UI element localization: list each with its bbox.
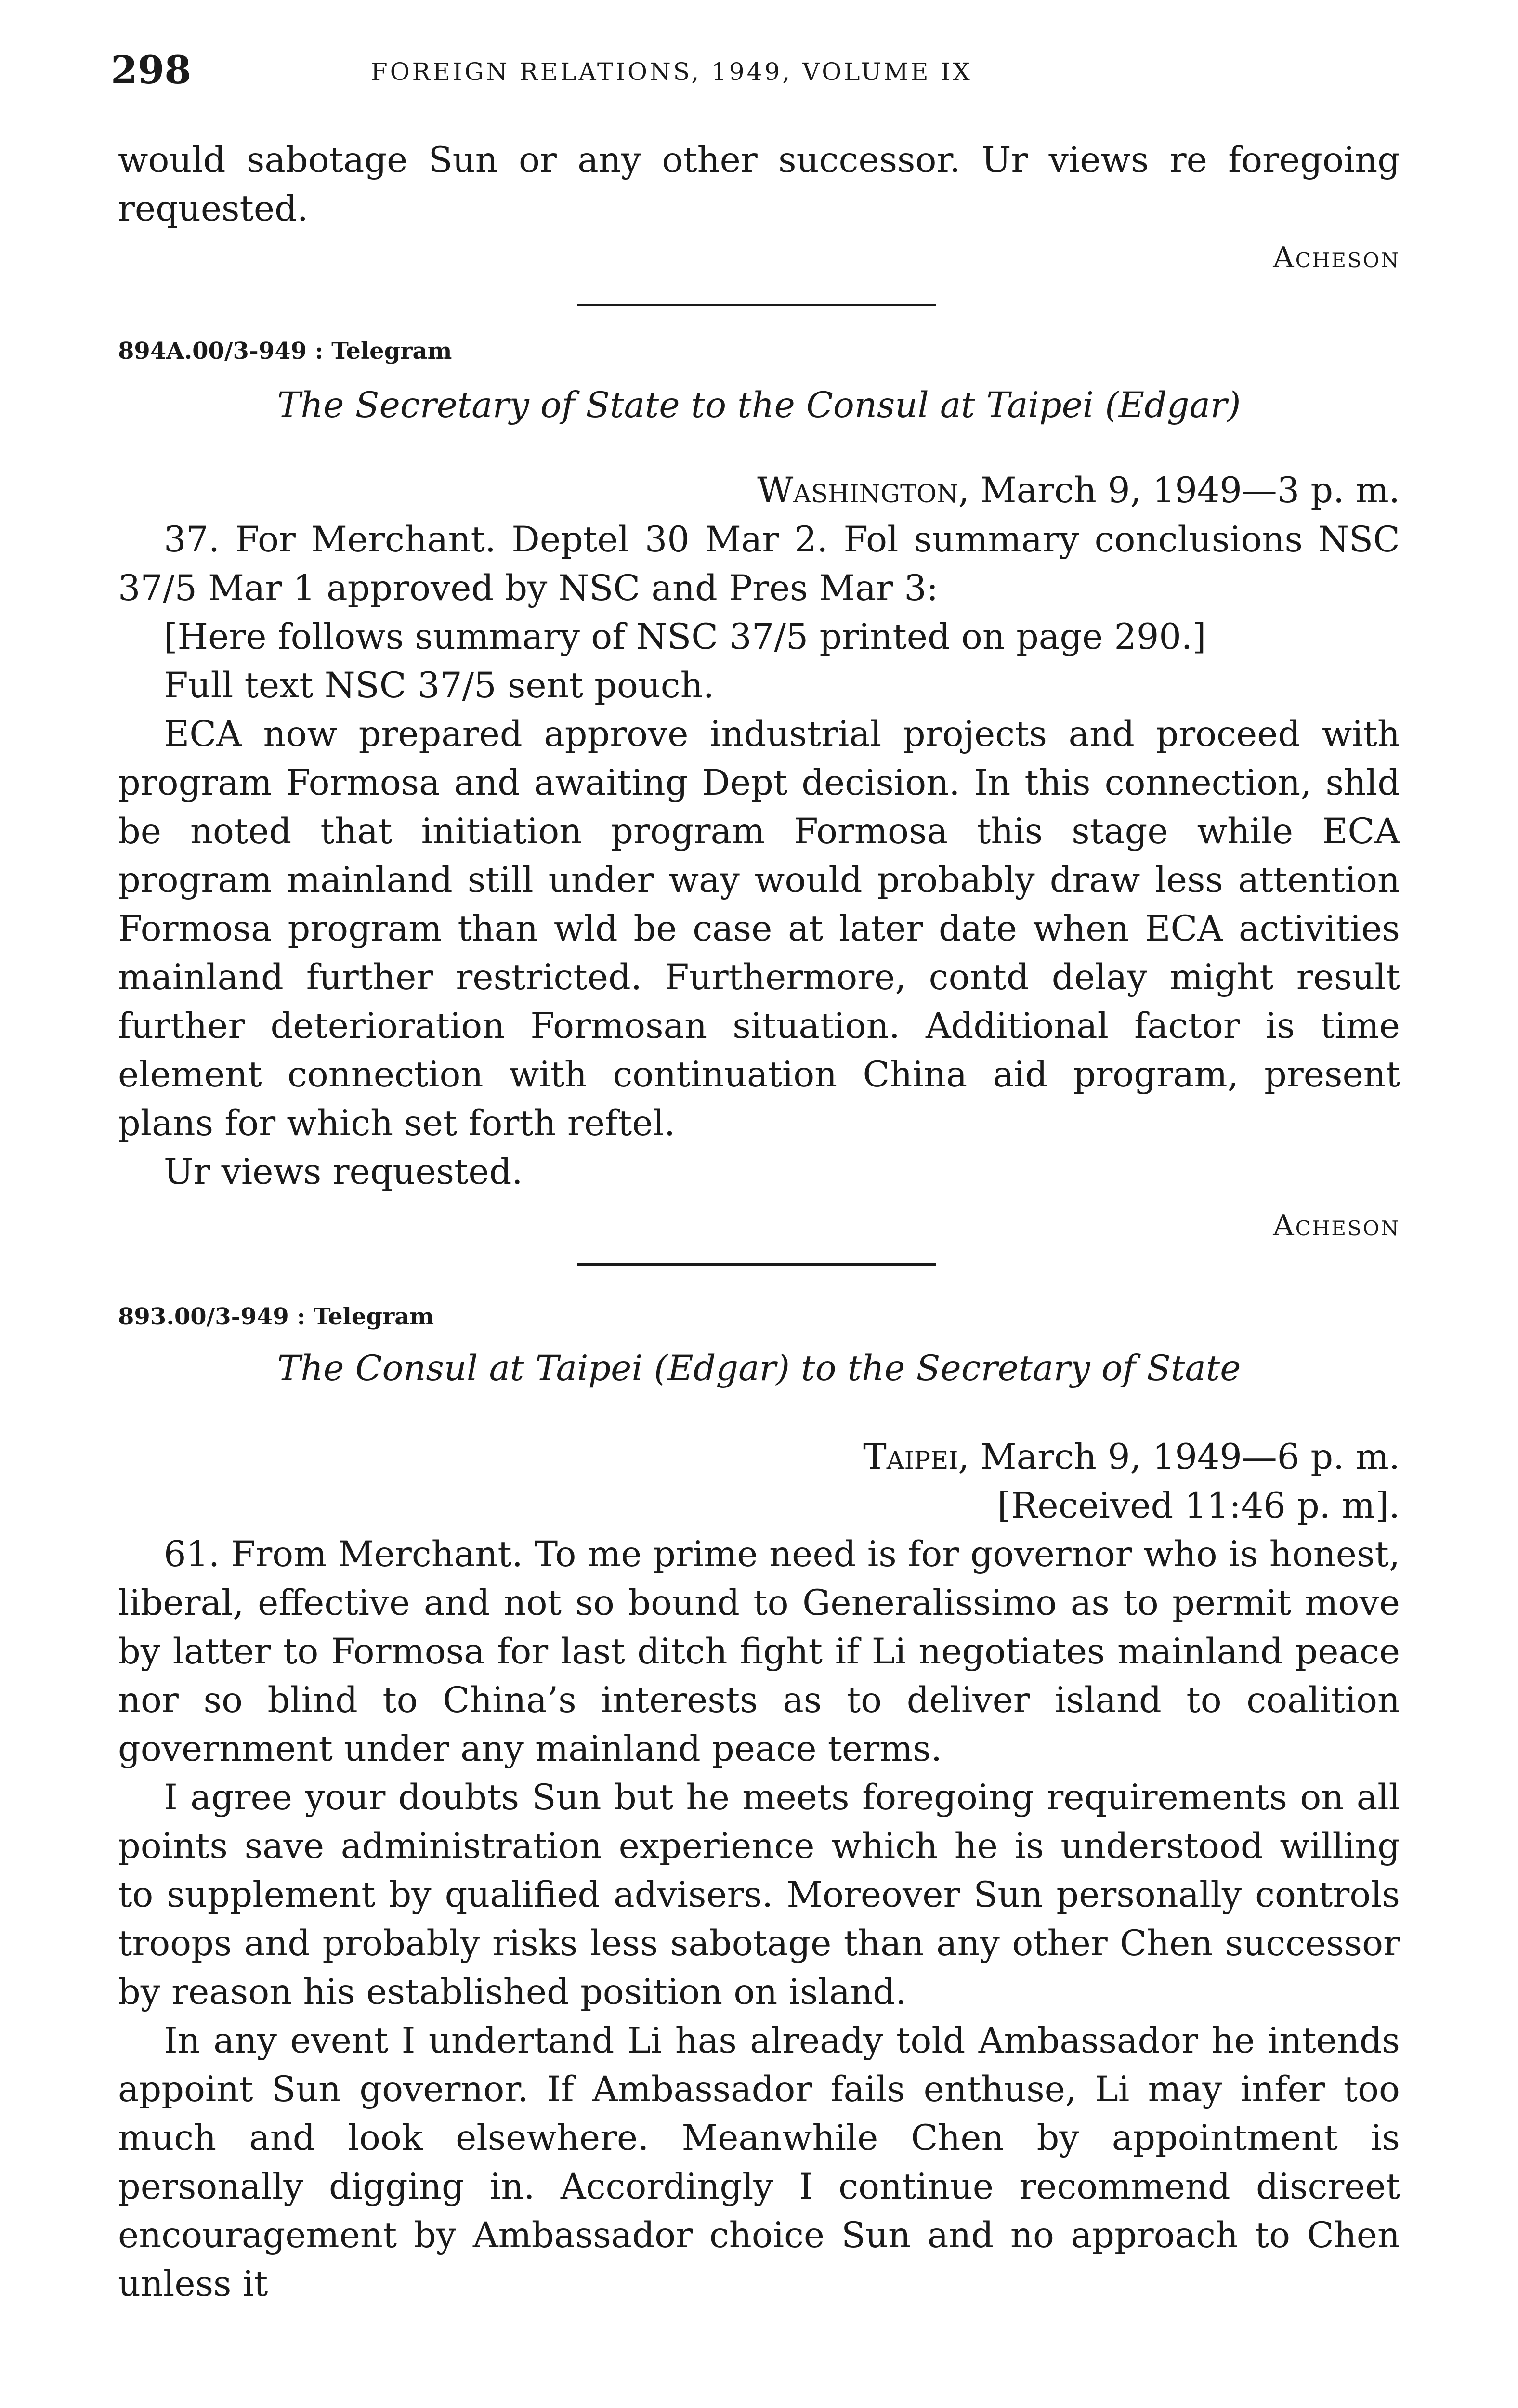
dateline	[757, 466, 1400, 515]
telegram-paragraph: Ur views requested.	[164, 1152, 523, 1192]
received-note: [Received 11:46 p. m].	[997, 1485, 1400, 1526]
dateline-date: , March 9, 1949—6 p. m.	[958, 1437, 1400, 1478]
editorial-note: [Here follows summary of NSC 37/5 printed on page 290.]	[164, 616, 1206, 657]
document-heading: The Secretary of State to the Consul at Taipei (Edgar)	[277, 385, 1241, 426]
dateline-place: Washington	[757, 470, 958, 511]
telegram-paragraph: 37. For Merchant. Deptel 30 Mar 2. Fol summary conclusions NSC 37/5 Mar 1 approved by NSC and Pres Mar 3:	[118, 519, 1400, 609]
running-title: FOREIGN RELATIONS, 1949, VOLUME IX	[371, 58, 972, 86]
document-heading: The Consul at Taipei (Edgar) to the Secretary of State	[277, 1348, 1241, 1389]
page-number: 298	[111, 47, 191, 92]
dateline-place: Taipei	[863, 1437, 958, 1478]
telegram-paragraph: Full text NSC 37/5 sent pouch.	[164, 665, 714, 706]
telegram-paragraph: ECA now prepared approve industrial projects and proceed with program Formosa and awaiting Dept decision. In this connection, shld be noted that initiation program Formosa this stage while ECA program mainland still under way would probably draw less attention Formosa program than wld be case at later date when ECA activities mainland further restricted. Furthermore, contd delay might result further deterioration Formosan situation. Additional factor is time element connection with continuation China aid program, present plans for which set forth reftel.	[118, 714, 1400, 1144]
telegram-paragraph: In any event I undertand Li has already told Ambassador he intends appoint Sun governor. If Ambassador fails enthuse, Li may infer too much and look elsewhere. Meanwhile Chen by appointment is personally digging in. Accordingly I continue recommend discreet encouragement by Ambassador choice Sun and no approach to Chen unless it	[118, 2020, 1400, 2304]
file-reference: 894A.00/3-949 : Telegram	[118, 338, 452, 365]
continuation-paragraph: would sabotage Sun or any other successor. Ur views re foregoing requested.	[118, 140, 1400, 229]
signature: Acheson	[1273, 1209, 1400, 1243]
dateline	[863, 1433, 1400, 1481]
section-divider	[577, 1263, 936, 1266]
continuation-signature: Acheson	[1273, 241, 1400, 275]
telegram-paragraph: 61. From Merchant. To me prime need is for governor who is honest, liberal, effective and not so bound to Generalissimo as to permit move by latter to Formosa for last ditch fight if Li negotiates mainland peace nor so blind to China’s interests as to deliver island to coalition government under any mainland peace terms.	[118, 1534, 1400, 1769]
telegram-paragraph: I agree your doubts Sun but he meets foregoing requirements on all points save administration experience which he is understood willing to supplement by qualified advisers. Moreover Sun personally controls troops and probably risks less sabotage than any other Chen successor by reason his established position on island.	[118, 1777, 1400, 2013]
file-reference: 893.00/3-949 : Telegram	[118, 1303, 434, 1330]
section-divider	[577, 304, 936, 306]
dateline-date: , March 9, 1949—3 p. m.	[958, 470, 1400, 511]
